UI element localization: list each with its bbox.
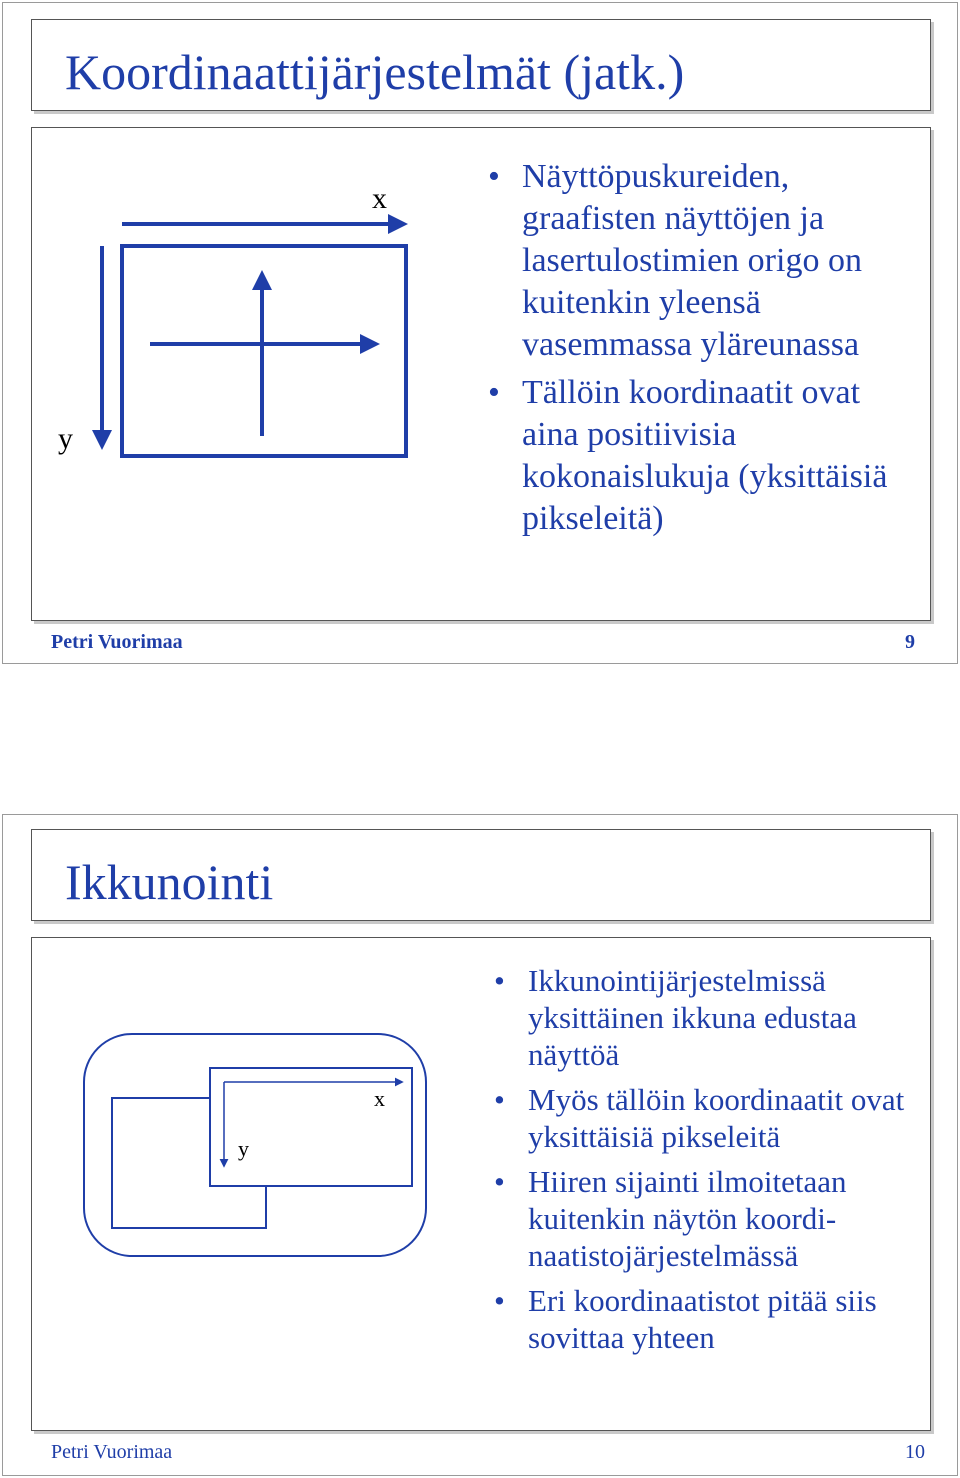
bullet-list	[488, 156, 918, 546]
bullet-item: • Hiiren sijainti ilmoitetaan kuitenkin näytön koordi-naatistojärjestelmässä	[494, 1164, 847, 1273]
x-axis-label: x	[372, 182, 387, 215]
slide-9	[2, 2, 958, 664]
footer-author: Petri Vuorimaa	[51, 1441, 173, 1463]
footer-author: Petri Vuorimaa	[51, 631, 183, 653]
bullet-item: • Eri koordinaatistot pitää siis sovittaa yhteen	[494, 1283, 877, 1355]
screen-coordinate-diagram	[32, 128, 472, 618]
bullet-item: • Näyttöpuskureiden, graafisten näyttöjen ja lasertulostimien origo on kuitenkin yleensä vasemmassa yläreunassa	[488, 158, 862, 363]
page-number: 10	[905, 1441, 925, 1463]
y-axis-label: y	[238, 1136, 249, 1161]
slide-title: Ikkunointi	[65, 854, 274, 910]
slide-body-box	[31, 937, 931, 1431]
window-diagram	[32, 938, 472, 1428]
bullet-item: • Ikkunointijärjestelmissä yksittäinen ikkuna edustaa näyttöä	[494, 963, 857, 1072]
slide-10	[2, 814, 958, 1476]
bullet-item: • Tällöin koordinaatit ovat aina positiivisia kokonaislukuja (yksittäisiä pikseleitä)	[488, 374, 888, 537]
y-axis-label: y	[58, 422, 73, 455]
bullet-list	[494, 962, 924, 1364]
slide-title: Koordinaattijärjestelmät (jatk.)	[65, 44, 685, 100]
x-axis-label: x	[374, 1086, 385, 1111]
slide-body-box	[31, 127, 931, 621]
page-number: 9	[905, 631, 915, 653]
bullet-item: • Myös tällöin koordinaatit ovat yksittäisiä pikseleitä	[494, 1082, 905, 1154]
